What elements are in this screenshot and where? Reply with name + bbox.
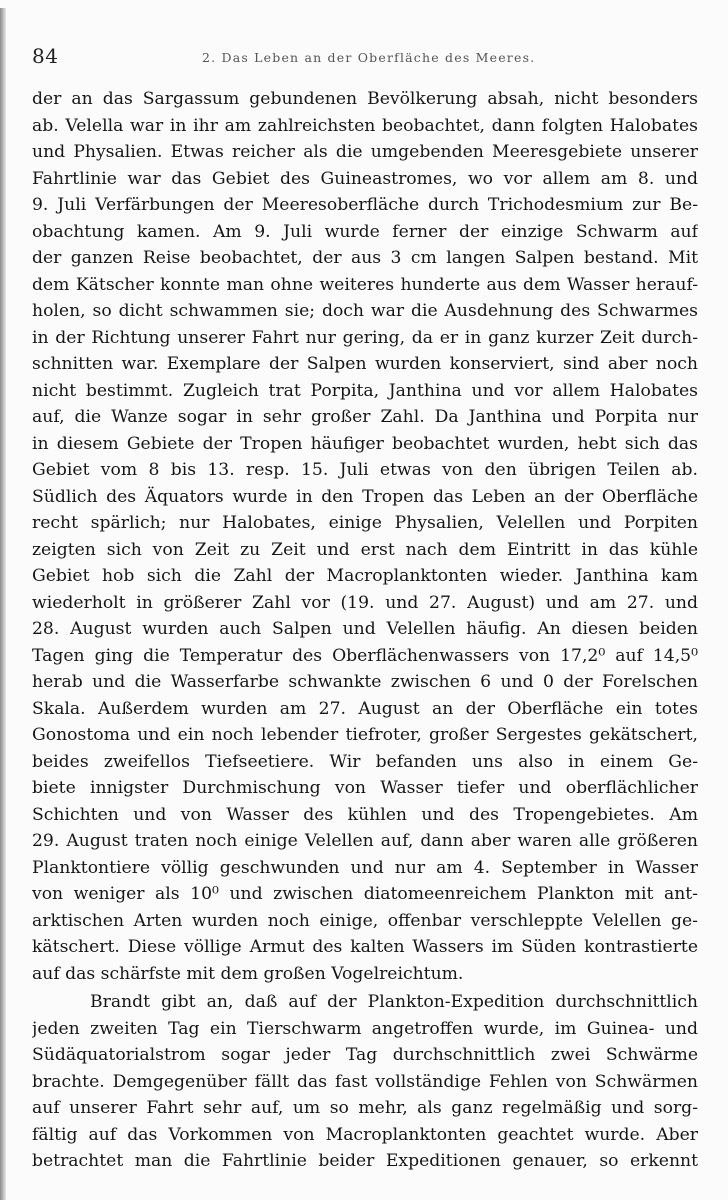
paragraph-2 (32, 989, 698, 1175)
text-line: ab. Velella war in ihr am zahlreichsten beobachtet, dann folgten Halobates (32, 115, 698, 136)
text-line: 29. August traten noch einige Velellen auf, dann aber waren alle größeren (32, 831, 698, 851)
text-line: Südäquatorialstrom sogar jeder Tag durchschnittlich zwei Schwärme (32, 1045, 698, 1065)
text-line: jeden zweiten Tag ein Tierschwarm angetroffen wurde, im Guinea- und (32, 1018, 698, 1039)
text-line: dem Kätscher konnte man ohne weiteres hunderte aus dem Wasser herauf- (32, 274, 698, 295)
text-line: Gonostoma und ein noch lebender tiefroter, großer Sergestes gekätschert, (32, 725, 698, 745)
text-line: arktischen Arten wurden noch einige, offenbar verschleppte Velellen ge- (32, 910, 698, 931)
text-line: zeigten sich von Zeit zu Zeit und erst nach dem Eintritt in das kühle (32, 539, 698, 560)
text-line: und Physalien. Etwas reicher als die umgebenden Meeresgebiete unserer (32, 142, 698, 162)
page-edge-shadow (0, 8, 6, 1200)
text-line: Gebiet vom 8 bis 13. resp. 15. Juli etwas von den übrigen Teilen ab. (32, 460, 698, 480)
text-line: 9. Juli Verfärbungen der Meeresoberfläche durch Trichodesmium zur Be- (32, 195, 698, 215)
text-line: auf das schärfste mit dem großen Vogelreichtum. (32, 963, 464, 984)
text-line: fältig auf das Vorkommen von Macroplanktonten geachtet wurde. Aber (32, 1124, 698, 1145)
text-line: der an das Sargassum gebundenen Bevölkerung absah, nicht besonders (32, 89, 698, 109)
text-line: Schichten und von Wasser des kühlen und des Tropengebietes. Am (32, 804, 698, 825)
text-line: recht spärlich; nur Halobates, einige Physalien, Velellen und Porpiten (32, 513, 698, 533)
text-line: von weniger als 10⁰ und zwischen diatomeenreichem Plankton mit ant- (32, 884, 698, 904)
text-line: Gebiet hob sich die Zahl der Macroplanktonten wieder. Janthina kam (32, 566, 698, 586)
text-line: schnitten war. Exemplare der Salpen wurden konserviert, sind aber noch (32, 354, 698, 374)
text-line: betrachtet man die Fahrtlinie beider Expeditionen genauer, so erkennt (32, 1151, 698, 1171)
body-text (32, 86, 698, 1175)
text-line: Brandt gibt an, daß auf der Plankton-Expedition durchschnittlich (90, 992, 698, 1012)
text-line: in diesem Gebiete der Tropen häufiger beobachtet wurden, hebt sich das (32, 433, 698, 454)
text-line: auf, die Wanze sogar in sehr großer Zahl. Da Janthina und Porpita nur (32, 407, 698, 427)
text-line: beides zweifellos Tiefseetiere. Wir befanden uns also in einem Ge- (32, 751, 698, 772)
page-number: 84 (32, 44, 59, 68)
page-header (32, 44, 698, 74)
text-line: obachtung kamen. Am 9. Juli wurde ferner der einzige Schwarm auf (32, 221, 698, 242)
text-line: kätschert. Diese völlige Armut des kalten Wassers im Süden kontrastierte (32, 937, 698, 957)
text-line: der ganzen Reise beobachtet, der aus 3 cm langen Salpen bestand. Mit (32, 248, 698, 268)
text-line: Fahrtlinie war das Gebiet des Guineastromes, wo vor allem am 8. und (32, 168, 698, 189)
text-line: nicht bestimmt. Zugleich trat Porpita, Janthina und vor allem Halobates (32, 380, 698, 401)
text-line: auf unserer Fahrt sehr auf, um so mehr, als ganz regelmäßig und sorg- (32, 1098, 698, 1118)
text-line: Tagen ging die Temperatur des Oberflächenwassers von 17,2⁰ auf 14,5⁰ (32, 645, 698, 666)
text-line: Skala. Außerdem wurden am 27. August an der Oberfläche ein totes (32, 698, 698, 719)
text-line: herab und die Wasserfarbe schwankte zwischen 6 und 0 der Forelschen (32, 672, 698, 692)
running-head: 2. Das Leben an der Oberfläche des Meeres. (202, 50, 536, 65)
text-line: biete innigster Durchmischung von Wasser tiefer und oberflächlicher (32, 778, 698, 798)
text-line: wiederholt in größerer Zahl vor (19. und 27. August) und am 27. und (32, 592, 698, 613)
text-line: brachte. Demgegenüber fällt das fast vollständige Fehlen von Schwärmen (32, 1071, 698, 1092)
text-line: holen, so dicht schwammen sie; doch war die Ausdehnung des Schwarmes (32, 301, 698, 321)
text-line: Planktontiere völlig geschwunden und nur am 4. September in Wasser (32, 857, 698, 878)
text-line: Südlich des Äquators wurde in den Tropen das Leben an der Oberfläche (32, 486, 698, 507)
paragraph-1 (32, 86, 698, 987)
text-line: 28. August wurden auch Salpen und Velellen häufig. An diesen beiden (32, 619, 698, 639)
text-line: in der Richtung unserer Fahrt nur gering, da er in ganz kurzer Zeit durch- (32, 327, 698, 348)
